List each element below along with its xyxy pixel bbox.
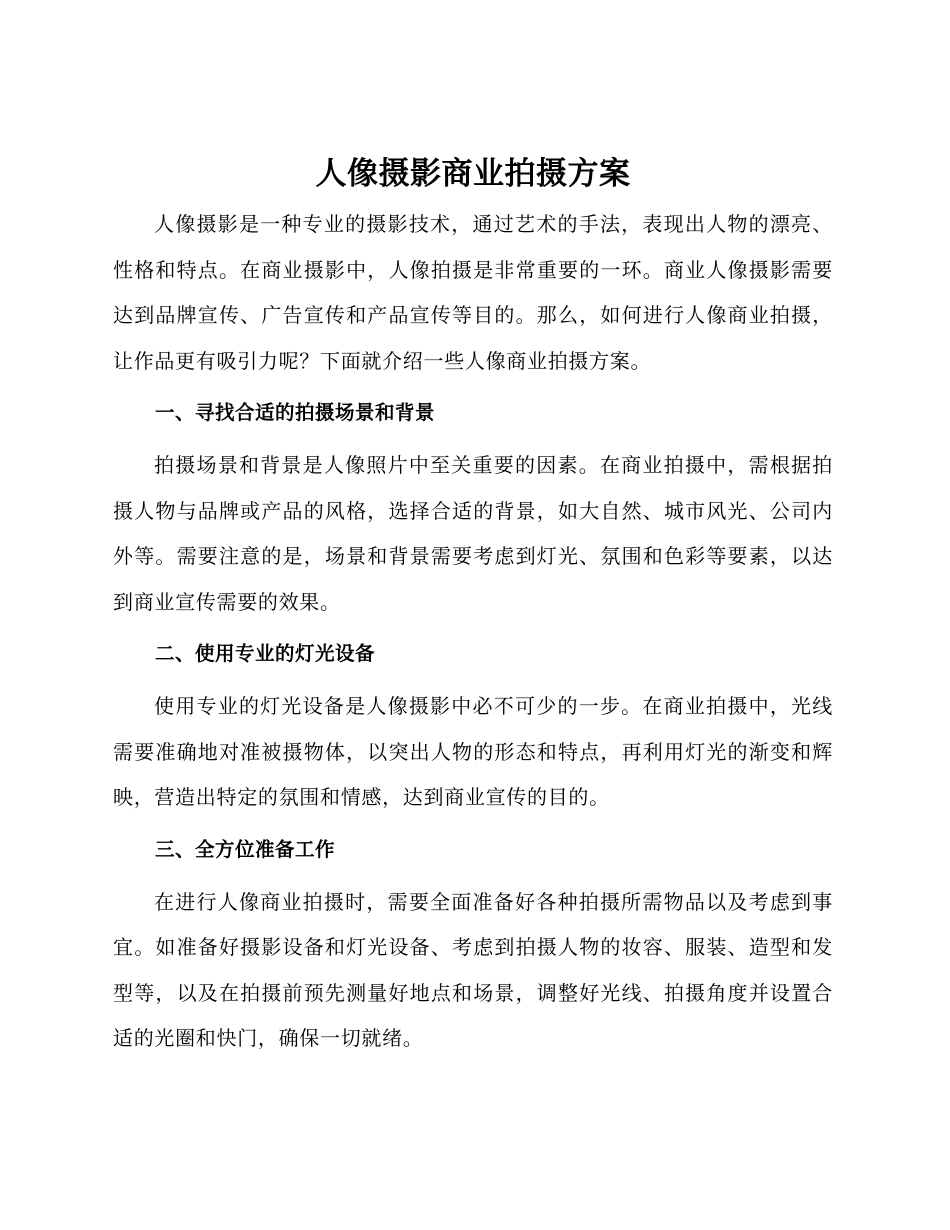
section-paragraph: 使用专业的灯光设备是人像摄影中必不可少的一步。在商业拍摄中，光线需要准确地对准被摄物体，以突出人物的形态和特点，再利用灯光的渐变和辉映，营造出特定的氛围和情感，达到商业宣传的目的。 [113, 694, 833, 809]
section-heading: 三、全方位准备工作 [155, 837, 336, 861]
section-heading: 一、寻找合适的拍摄场景和背景 [155, 401, 436, 424]
document-page [113, 146, 833, 1062]
section-heading: 二、使用专业的灯光设备 [155, 642, 376, 665]
document-title: 人像摄影商业拍摄方案 [315, 156, 631, 192]
section-paragraph: 拍摄场景和背景是人像照片中至关重要的因素。在商业拍摄中，需根据拍摄人物与品牌或产品的风格，选择合适的背景，如大自然、城市风光、公司内外等。需要注意的是，场景和背景需要考虑到灯光、氛围和色彩等要素，以达到商业宣传需要的效果。 [113, 453, 833, 614]
section-paragraph: 在进行人像商业拍摄时，需要全面准备好各种拍摄所需物品以及考虑到事宜。如准备好摄影设备和灯光设备、考虑到拍摄人物的妆容、服装、造型和发型等，以及在拍摄前预先测量好地点和场景，调整好光线、拍摄角度并设置合适的光圈和快门，确保一切就绪。 [113, 889, 833, 1050]
intro-paragraph: 人像摄影是一种专业的摄影技术，通过艺术的手法，表现出人物的漂亮、性格和特点。在商业摄影中，人像拍摄是非常重要的一环。商业人像摄影需要达到品牌宣传、广告宣传和产品宣传等目的。那么，如何进行人像商业拍摄，让作品更有吸引力呢？下面就介绍一些人像商业拍摄方案。 [113, 212, 833, 373]
